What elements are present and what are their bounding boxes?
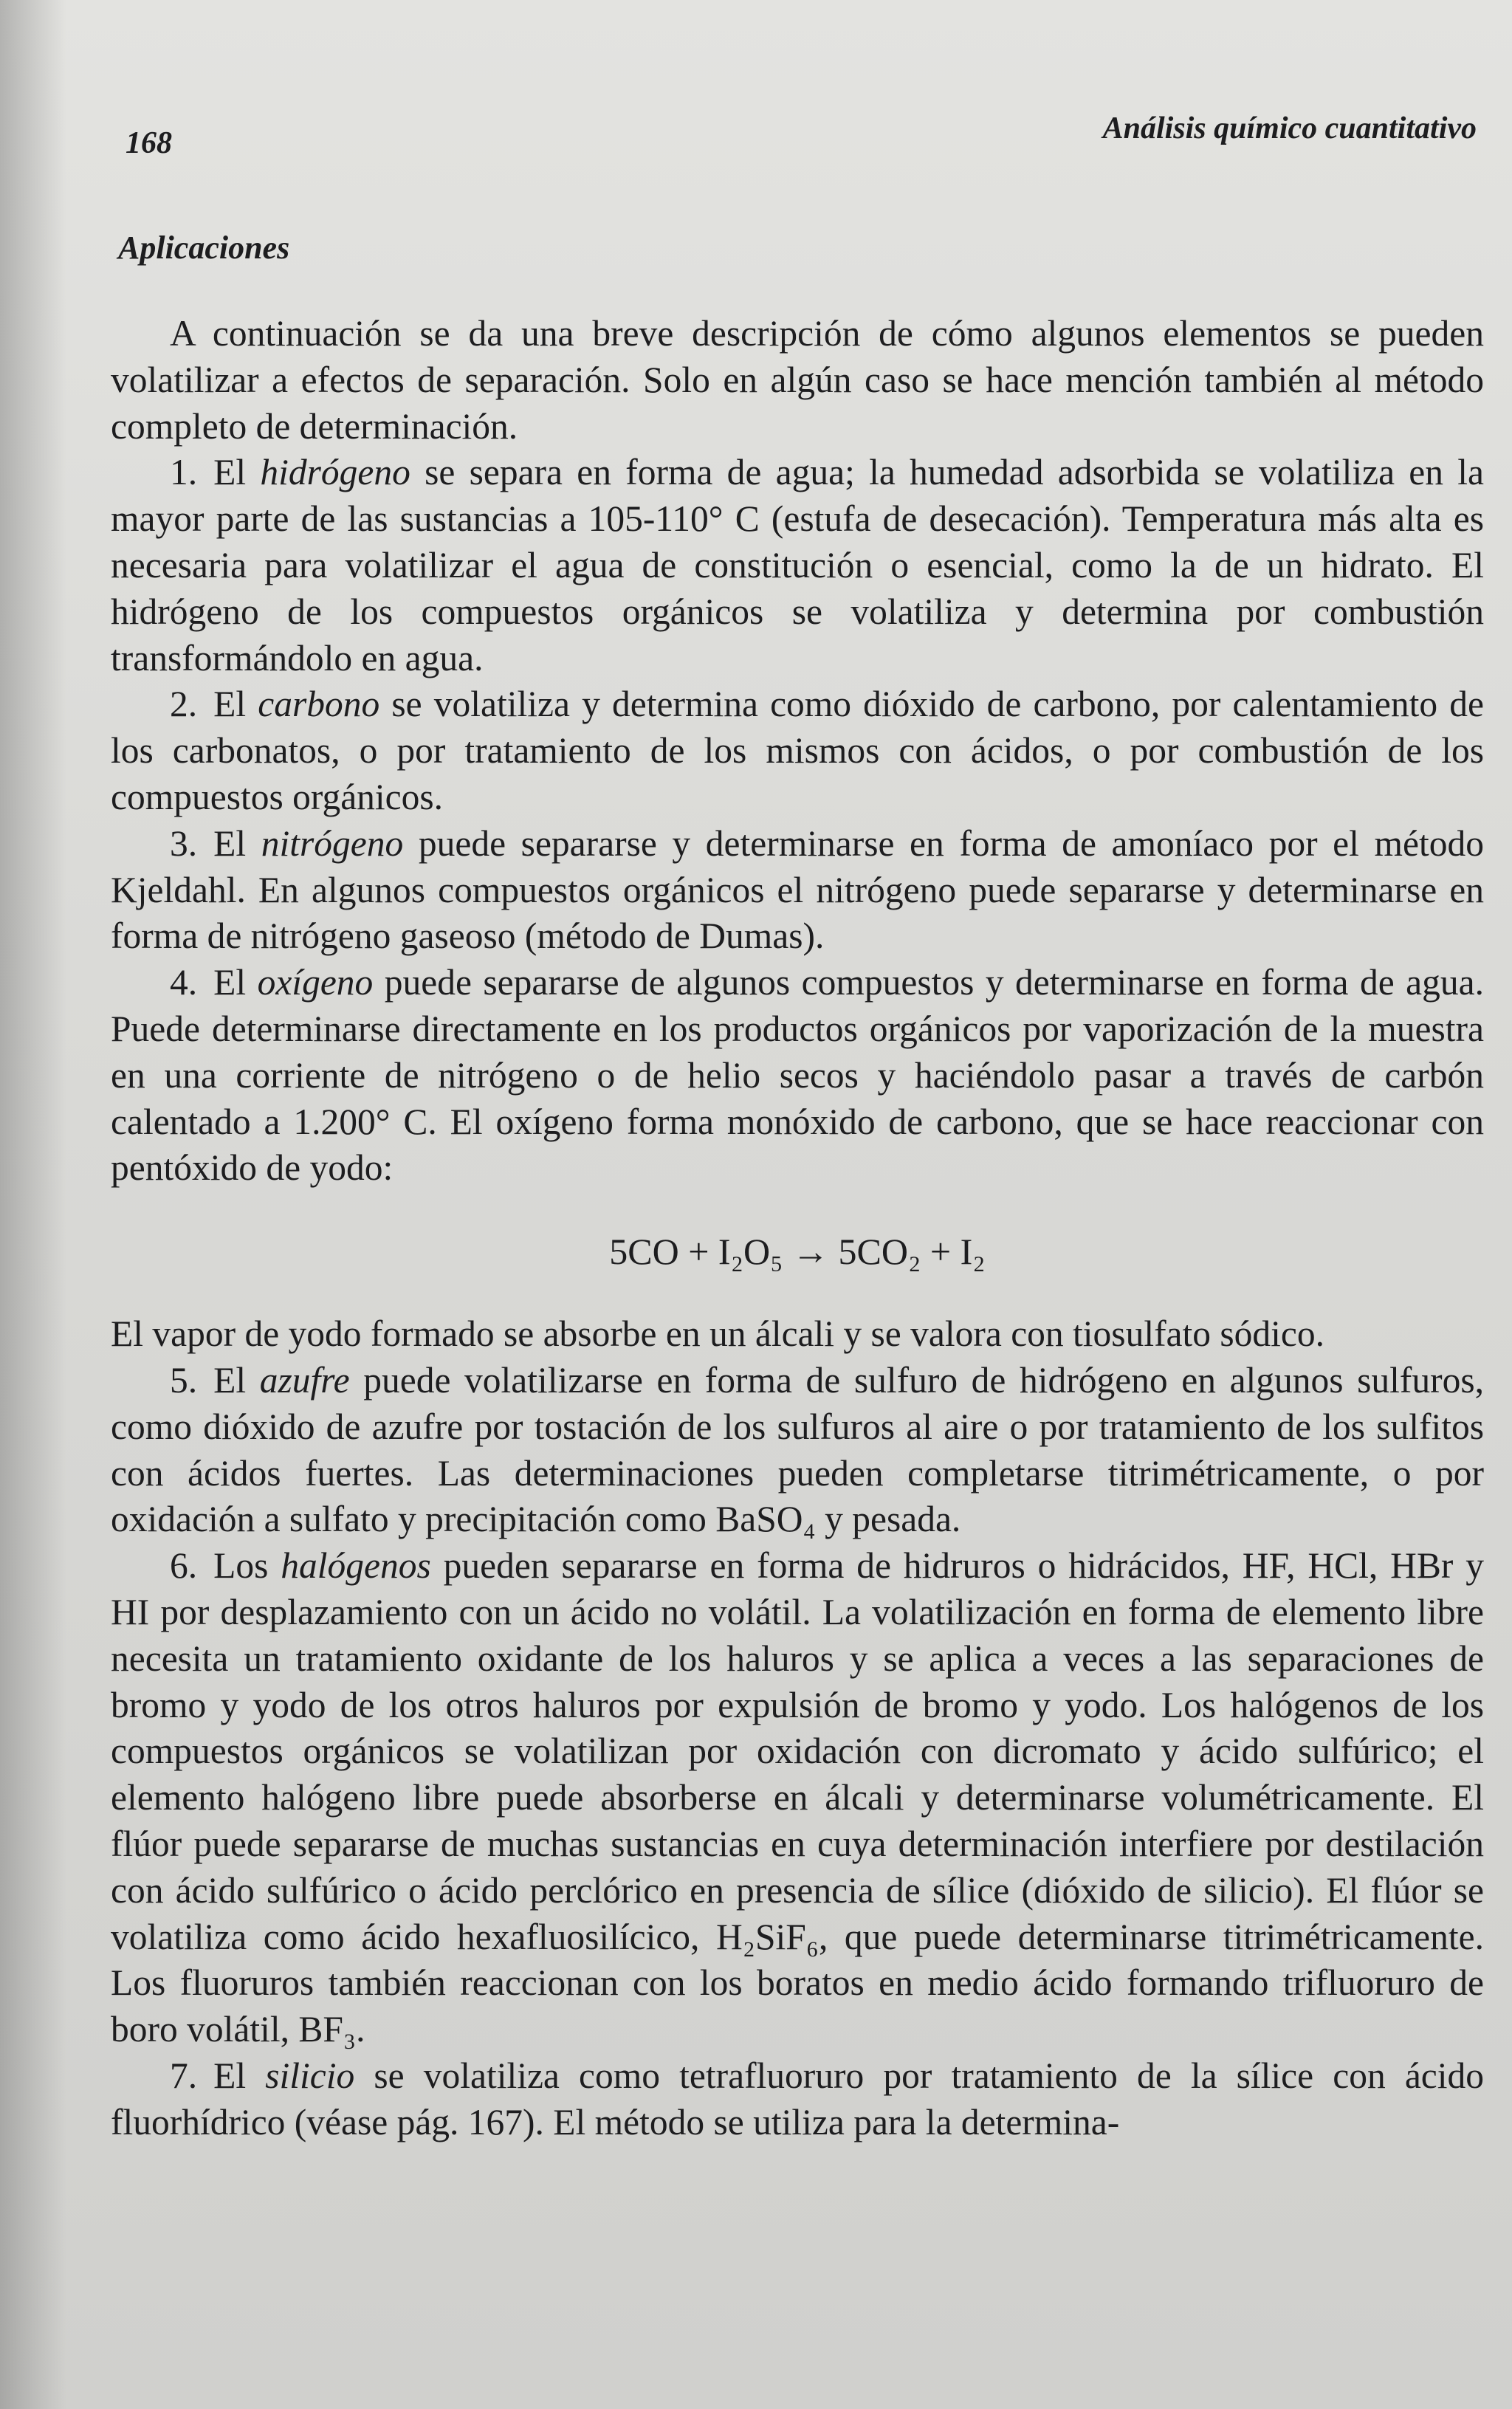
item-number: 1. [170, 452, 198, 493]
item-article: El [213, 452, 247, 493]
element-name: oxígeno [257, 962, 374, 1003]
list-item-silicon [111, 2053, 1484, 2146]
section-heading: Aplicaciones [118, 230, 290, 266]
element-name: nitrógeno [261, 822, 404, 864]
element-name: silicio [265, 2055, 355, 2096]
list-item-hydrogen [111, 450, 1484, 681]
item-article: El [213, 822, 247, 864]
list-item-sulfur [111, 1358, 1484, 1543]
equation-products: 5CO₂ + I₂ [838, 1231, 986, 1273]
page-content [111, 111, 1484, 2145]
equation-arrow: → [792, 1231, 830, 1273]
element-name: azufre [259, 1359, 350, 1401]
item-text: pueden separarse en forma de hidruros o hidrácidos, HF, HCl, HBr y HI por desplazamiento con un ácido no volátil. La volatilización en forma de elemento libre necesita un tratamiento oxidante de los haluros y se aplica a veces a las separaciones de bromo y yodo de los otros haluros por expulsión de bromo y yodo. Los halógenos de los compuestos orgánicos se volatilizan por oxidación con dicromato y ácido sulfúrico; el elemento halógeno libre puede absorberse en álcali y determinarse volumétricamente. El flúor puede separarse de muchas sustancias en cuya determinación interfiere por destilación con ácido sulfúrico o ácido perclórico en presencia de sílice (dióxido de silicio). El flúor se volatiliza como ácido hexafluosilícico, H₂SiF₆, que puede determinarse titrimétricamente. Los fluoruros también reaccionan con los boratos en medio ácido formando trifluoruro de boro volátil, BF₃. [111, 1545, 1485, 2050]
item-text: puede separarse y determinarse en forma de amoníaco por el método Kjeldahl. En algunos compuestos orgánicos el nitrógeno puede separarse y determinarse en forma de nitrógeno gaseoso (método de Dumas). [111, 822, 1485, 957]
running-title: Análisis químico cuantitativo [1102, 111, 1477, 145]
item-number: 5. [170, 1359, 198, 1401]
list-item-oxygen [111, 960, 1484, 1192]
intro-paragraph: A continuación se da una breve descripción de cómo algunos elementos se pueden volatilizar a efectos de separación. Solo en algún caso se hace mención también al método completo de determinación. [111, 313, 1484, 447]
item-article: El [213, 1359, 247, 1401]
element-name: halógenos [281, 1545, 431, 1587]
item-text: se volatiliza como tetrafluoruro por tratamiento de la sílice con ácido fluorhídrico (véase pág. 167). El método se utiliza para la determina- [111, 2055, 1485, 2142]
item-number: 6. [170, 1545, 198, 1587]
element-name: hidrógeno [260, 452, 410, 493]
list-item-halogens [111, 1543, 1484, 2053]
chemical-equation [111, 1230, 1484, 1273]
element-name: carbono [258, 684, 380, 725]
equation-followup: El vapor de yodo formado se absorbe en un álcali y se valora con tiosulfato sódico. [111, 1313, 1325, 1355]
page-header [111, 111, 1484, 170]
item-article: El [213, 684, 247, 725]
item-article: Los [213, 1545, 269, 1587]
list-item-nitrogen [111, 821, 1484, 960]
equation-reactants: 5CO + I₂O₅ [609, 1231, 783, 1273]
item-text: puede separarse de algunos compuestos y determinarse en forma de agua. Puede determinarse directamente en los productos orgánicos por vaporización de la muestra en una corriente de nitrógeno o de helio secos y haciéndolo pasar a través de carbón calentado a 1.200° C. El oxígeno forma monóxido de carbono, que se hace reaccionar con pentóxido de yodo: [111, 962, 1484, 1189]
list-item-carbon [111, 681, 1484, 820]
item-number: 7. [170, 2055, 198, 2096]
item-text: se volatiliza y determina como dióxido de carbono, por calentamiento de los carbonatos, o por tratamiento de los mismos con ácidos, o por combustión de los compuestos orgánicos. [111, 684, 1485, 817]
item-text: puede volatilizarse en forma de sulfuro de hidrógeno en algunos sulfuros, como dióxido de azufre por tostación de los sulfuros al aire o por tratamiento de los sulfitos con ácidos fuertes. Las determinaciones pueden completarse titrimétricamente, o por oxidación a sulfato y precipitación como BaSO₄ y pesada. [111, 1359, 1485, 1540]
item-number: 3. [170, 822, 198, 864]
item-article: El [213, 2055, 247, 2096]
item-article: El [213, 962, 247, 1003]
page-number: 168 [126, 126, 172, 160]
item-number: 2. [170, 684, 198, 725]
item-number: 4. [170, 962, 198, 1003]
item-text: se separa en forma de agua; la humedad adsorbida se volatiliza en la mayor parte de las sustancias a 105-110° C (estufa de desecación). Temperatura más alta es necesaria para volatilizar el agua de constitución o esencial, como la de un hidrato. El hidrógeno de los compuestos orgánicos se volatiliza y determina por combustión transformándolo en agua. [111, 452, 1484, 678]
page-shadow [0, 0, 66, 2409]
